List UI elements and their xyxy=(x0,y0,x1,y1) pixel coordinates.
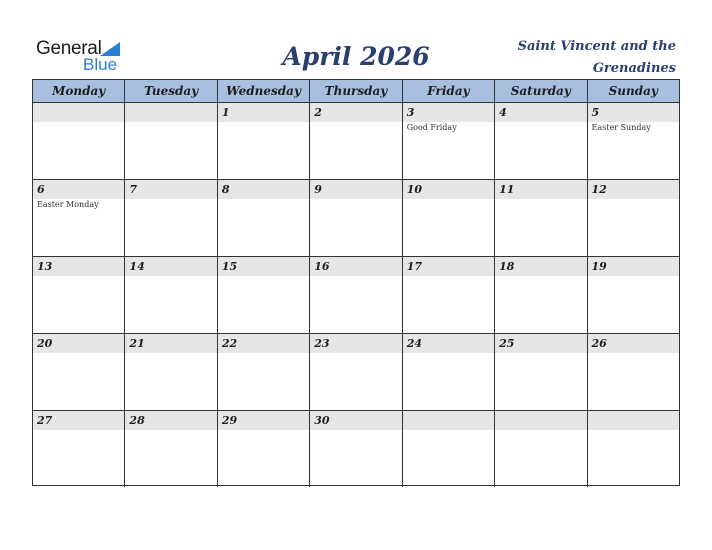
day-number xyxy=(33,103,124,122)
generalblue-logo xyxy=(36,38,136,74)
day-number xyxy=(588,411,679,430)
day-cell xyxy=(125,334,217,410)
logo-triangle-icon xyxy=(100,42,120,56)
day-number: 12 xyxy=(588,180,679,199)
holiday-label: Easter Monday xyxy=(37,200,99,209)
day-cell xyxy=(218,334,310,410)
day-number: 7 xyxy=(125,180,216,199)
day-number: 24 xyxy=(403,334,494,353)
weekday-monday: Monday xyxy=(33,80,125,102)
day-cell xyxy=(33,180,125,256)
day-number: 27 xyxy=(33,411,124,430)
day-number xyxy=(495,411,586,430)
holiday-label: Easter Sunday xyxy=(591,123,651,132)
day-number xyxy=(125,103,216,122)
day-cell xyxy=(403,334,495,410)
day-number: 16 xyxy=(310,257,401,276)
day-cell xyxy=(218,411,310,487)
day-number: 3 xyxy=(403,103,494,122)
day-number: 9 xyxy=(310,180,401,199)
day-number: 26 xyxy=(588,334,679,353)
day-cell xyxy=(33,334,125,410)
day-number: 17 xyxy=(403,257,494,276)
day-number: 18 xyxy=(495,257,586,276)
day-number: 19 xyxy=(588,257,679,276)
day-cell xyxy=(125,103,217,179)
day-cell xyxy=(495,411,587,487)
day-number: 25 xyxy=(495,334,586,353)
day-cell xyxy=(33,103,125,179)
weekday-wednesday: Wednesday xyxy=(218,80,310,102)
day-cell xyxy=(218,103,310,179)
day-cell xyxy=(495,180,587,256)
day-number: 1 xyxy=(218,103,309,122)
day-cell xyxy=(218,257,310,333)
calendar-title: April 2026 xyxy=(282,42,430,71)
day-cell xyxy=(588,334,679,410)
day-number: 15 xyxy=(218,257,309,276)
day-number: 20 xyxy=(33,334,124,353)
day-cell xyxy=(310,257,402,333)
week-row-1 xyxy=(33,103,679,180)
week-row-5 xyxy=(33,411,679,487)
day-cell xyxy=(310,334,402,410)
day-number: 22 xyxy=(218,334,309,353)
day-number xyxy=(403,411,494,430)
holiday-label: Good Friday xyxy=(406,123,457,132)
day-cell xyxy=(588,257,679,333)
weekday-header-row xyxy=(33,80,679,103)
day-number: 29 xyxy=(218,411,309,430)
week-row-3 xyxy=(33,257,679,334)
day-number: 28 xyxy=(125,411,216,430)
weekday-saturday: Saturday xyxy=(495,80,587,102)
week-row-2 xyxy=(33,180,679,257)
day-cell xyxy=(588,103,679,179)
day-number: 4 xyxy=(495,103,586,122)
day-cell xyxy=(218,180,310,256)
day-cell xyxy=(125,180,217,256)
day-number: 5 xyxy=(588,103,679,122)
week-row-4 xyxy=(33,334,679,411)
day-number: 23 xyxy=(310,334,401,353)
day-cell xyxy=(495,334,587,410)
day-number: 8 xyxy=(218,180,309,199)
day-cell xyxy=(495,257,587,333)
day-cell xyxy=(33,257,125,333)
day-number: 30 xyxy=(310,411,401,430)
calendar-grid xyxy=(32,79,680,486)
day-number: 6 xyxy=(33,180,124,199)
day-number: 11 xyxy=(495,180,586,199)
day-number: 10 xyxy=(403,180,494,199)
day-cell xyxy=(588,180,679,256)
day-cell xyxy=(125,257,217,333)
day-cell xyxy=(495,103,587,179)
weekday-sunday: Sunday xyxy=(608,84,658,98)
day-cell xyxy=(403,103,495,179)
country-name: Saint Vincent and the Grenadines xyxy=(517,39,676,76)
weekday-thursday: Thursday xyxy=(310,80,402,102)
day-cell xyxy=(403,411,495,487)
day-number: 13 xyxy=(33,257,124,276)
day-cell xyxy=(33,411,125,487)
weekday-friday: Friday xyxy=(403,80,495,102)
day-cell xyxy=(403,257,495,333)
day-cell xyxy=(403,180,495,256)
day-cell xyxy=(588,411,679,487)
day-number: 2 xyxy=(310,103,401,122)
logo-text-general: General xyxy=(36,38,102,59)
day-number: 14 xyxy=(125,257,216,276)
day-cell xyxy=(310,103,402,179)
day-cell xyxy=(125,411,217,487)
day-cell xyxy=(310,180,402,256)
day-number: 21 xyxy=(125,334,216,353)
weekday-tuesday: Tuesday xyxy=(125,80,217,102)
day-cell xyxy=(310,411,402,487)
logo-text-blue: Blue xyxy=(83,55,118,74)
